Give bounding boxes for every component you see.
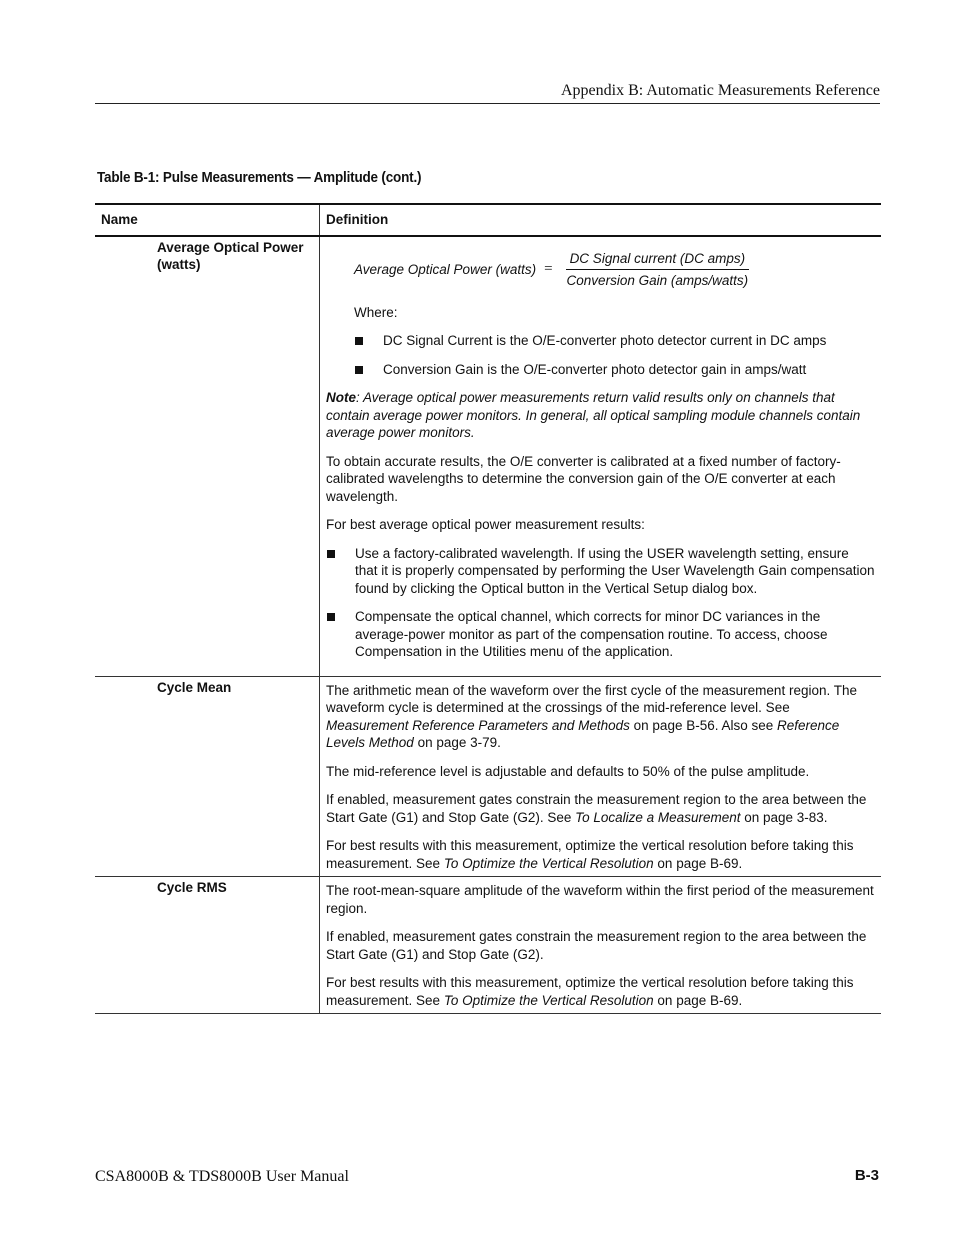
name-cell [95,677,320,877]
row-name-line2: (watts) [157,257,201,272]
definition-cell [320,877,881,1013]
column-header-definition: Definition [326,212,389,227]
text: on page 3-79. [413,735,501,750]
text: on page B-56. Also see [629,717,778,733]
paragraph [326,791,875,826]
text: The arithmetic mean of the waveform over the first cycle of the measurement region. The waveform cycle is determined at the crossings of the mid-reference level. See [326,682,857,715]
bullet-square-icon [327,613,335,621]
paragraph: To obtain accurate results, the O/E converter is calibrated at a fixed number of factory-calibrated wavelengths to determine the conversion gain of the O/E converter at each wavelength. [326,453,841,504]
note-text: : Average optical power measurements return valid results only on channels that contain average power monitors. In general, all optical sampling module channels contain average power monitors. [326,390,861,440]
note-paragraph [326,389,875,442]
list-item [326,608,875,661]
list-item-text: Compensate the optical channel, which corrects for minor DC variances in the average-power monitor as part of the compensation routine. To access, choose Compensation in the Utilities menu of the application. [355,609,828,659]
bullet-square-icon [327,550,335,558]
bullet-square-icon [355,337,363,345]
text: on page B-69. [653,992,743,1008]
row-name-line1: Average Optical Power [157,239,304,255]
measurements-table [95,203,881,1014]
page-number: B-3 [854,1167,879,1184]
cross-reference: Reference Levels Method [326,717,840,750]
list-item-text: Use a factory-calibrated wavelength. If using the USER wavelength setting, ensure that it is properly compensated by performing the User Wavelength Gain compensation found by clicking the Optical button in the Vertical Setup dialog box. [355,545,875,596]
text: For best results with this measurement, optimize the vertical resolution before taking this measurement. See [326,838,854,871]
cross-reference: To Localize a Measurement [575,809,741,825]
equation-lhs: Average Optical Power (watts) [354,261,537,277]
column-header-name: Name [95,205,320,235]
footer-manual-title: CSA8000B & TDS8000B User Manual [95,1168,349,1185]
list-item [326,332,875,350]
paragraph: The root-mean-square amplitude of the waveform within the first period of the measurement region. [326,883,874,916]
table-row-cycle-rms [95,877,881,1014]
note-label: Note [326,390,356,405]
list-item [326,545,875,598]
equation-fraction [563,250,753,290]
paragraph [326,682,875,752]
definition-cell [320,237,881,676]
table-row-cycle-mean [95,677,881,878]
running-header: Appendix B: Automatic Measurements Reference [95,81,880,104]
cross-reference: To Optimize the Vertical Resolution [443,992,654,1008]
paragraph [326,837,875,872]
cross-reference: Measurement Reference Parameters and Methods [326,717,630,733]
list-item-text: Conversion Gain is the O/E-converter photo detector gain in amps/watt [383,361,807,377]
paragraph: The mid-reference level is adjustable and defaults to 50% of the pulse amplitude. [326,763,810,779]
paragraph [326,974,875,1009]
where-label: Where: [354,304,398,320]
list-item [326,361,875,379]
paragraph: If enabled, measurement gates constrain the measurement region to the area between the Start Gate (G1) and Stop Gate (G2). [326,929,867,962]
definition-cell [320,677,881,877]
table-header-row [95,205,881,237]
equals-sign: = [544,260,553,277]
equation-denominator: Conversion Gain (amps/watts) [566,273,749,288]
name-cell [95,877,320,1013]
paragraph: For best average optical power measurement results: [326,517,645,532]
text: For best results with this measurement, optimize the vertical resolution before taking this measurement. See [326,975,854,1008]
text: If enabled, measurement gates constrain the measurement region to the area between the Start Gate (G1) and Stop Gate (G2). See [326,792,867,825]
table-row-average-optical-power [95,237,881,677]
row-name: Cycle Mean [157,679,232,695]
table-title: Table B-1: Pulse Measurements — Amplitude (cont.) [97,170,422,186]
text: on page B-69. [653,855,743,871]
bullet-square-icon [355,366,363,374]
row-name: Cycle RMS [157,880,227,895]
text: on page 3-83. [740,809,828,825]
power-equation [354,250,875,290]
row-name [95,237,319,274]
list-item-text: DC Signal Current is the O/E-converter photo detector current in DC amps [383,333,827,348]
name-cell [95,237,320,676]
cross-reference: To Optimize the Vertical Resolution [443,855,654,871]
equation-numerator: DC Signal current (DC amps) [566,250,750,271]
